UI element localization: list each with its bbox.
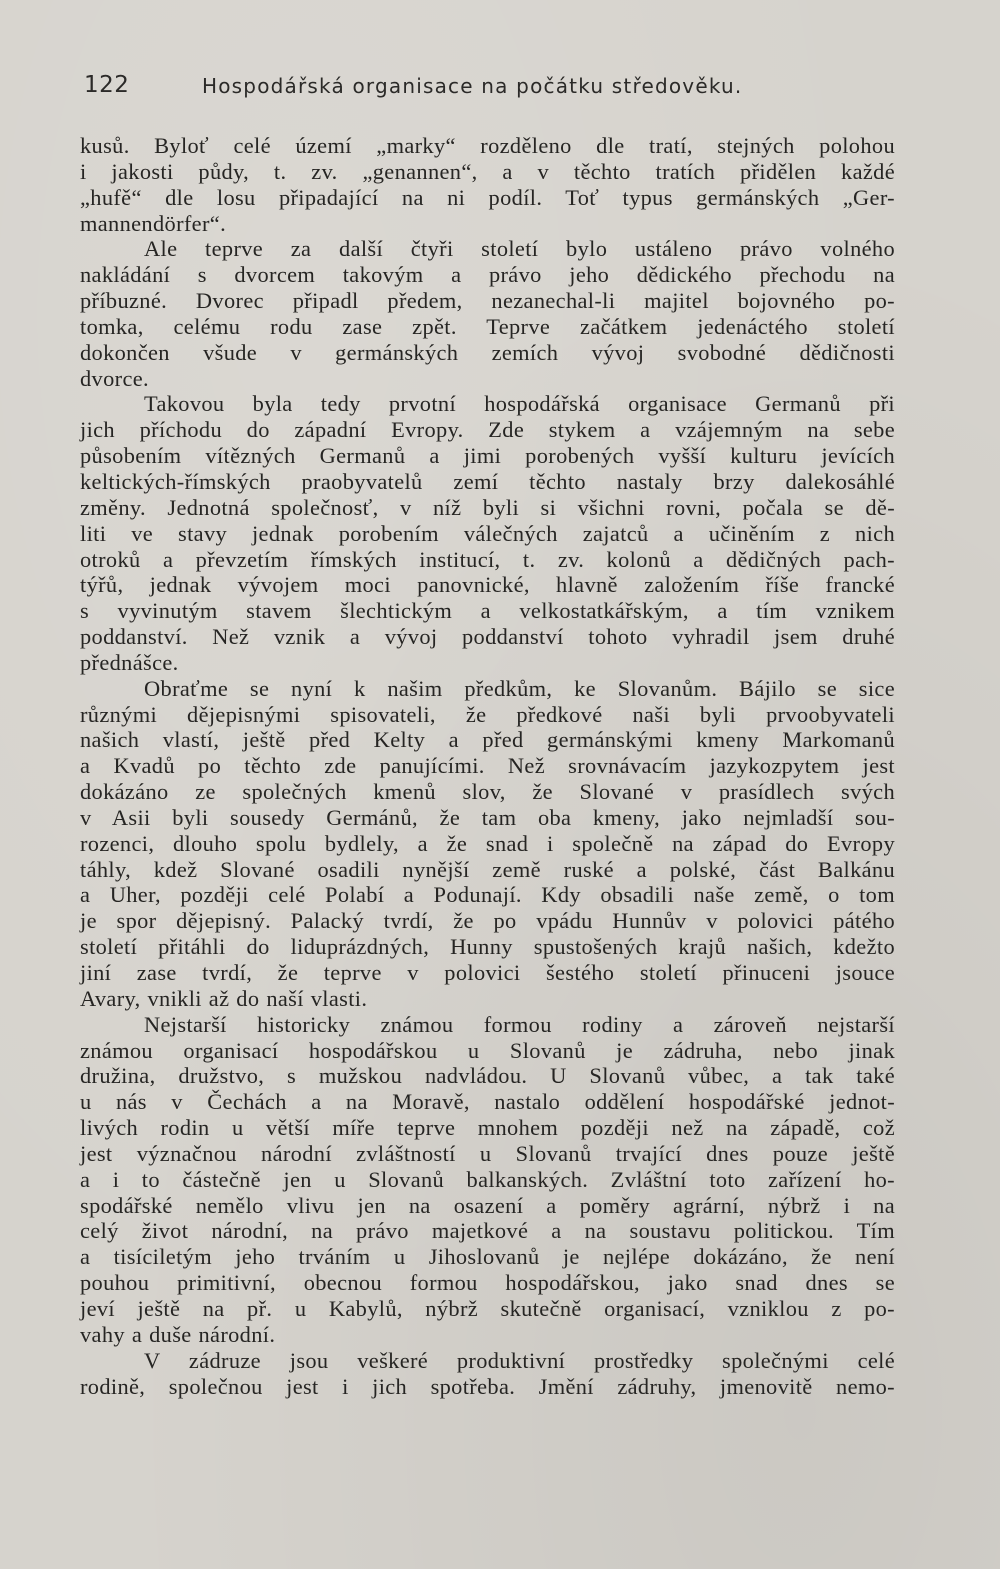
- text-line: jich příchodu do západní Evropy. Zde stykem a vzájemným na sebe: [80, 417, 895, 443]
- text-line: vahy a duše národní.: [80, 1321, 276, 1347]
- text-line: přednášce.: [80, 649, 179, 675]
- text-line: našich vlastí, ještě před Kelty a před germánskými kmeny Markomanů: [80, 727, 895, 753]
- text-line: nakládání s dvorcem takovým a právo jeho dědického přechodu na: [80, 262, 895, 288]
- text-line: V zádruze jsou veškeré produktivní prostředky společnými celé: [144, 1347, 895, 1373]
- text-line: tomka, celému rodu zase zpět. Teprve začátkem jedenáctého století: [80, 313, 895, 339]
- text-line: a tisíciletým jeho trváním u Jihoslovanů je nejlépe dokázáno, že není: [80, 1244, 895, 1270]
- text-line: táhly, kdež Slované osadili nynější země ruské a polské, část Balkánu: [80, 856, 895, 882]
- text-line: a i to částečně jen u Slovanů balkanských. Zvláštní toto zařízení ho-: [80, 1166, 895, 1192]
- text-line: celý život národní, na právo majetkové a na soustavu politickou. Tím: [80, 1218, 895, 1244]
- text-line: Ale teprve za další čtyři století bylo ustáleno právo volného: [144, 236, 895, 262]
- text-line: dokončen všude v germánských zemích vývoj svobodné dědičnosti: [80, 339, 895, 365]
- text-line: rozenci, dlouho spolu bydlely, a že snad i společně na západ do Evropy: [80, 830, 895, 856]
- text-line: Avary, vnikli až do naší vlasti.: [80, 985, 368, 1011]
- text-line: spodářské nemělo vlivu jen na osazení a poměry agrární, nýbrž i na: [80, 1192, 895, 1218]
- text-line: keltických-římských praobyvatelů zemí těchto nastaly brzy dalekosáhlé: [80, 468, 895, 494]
- text-line: týřů, jednak vývojem moci panovnické, hlavně založením říše francké: [80, 572, 895, 598]
- text-line: příbuzné. Dvorec připadl předem, nezanechal-li majitel bojovného po-: [80, 288, 895, 314]
- text-line: změny. Jednotná společnosť, v níž byli si všichni rovni, počala se dě-: [80, 494, 895, 520]
- text-line: jeví ještě na př. u Kabylů, nýbrž skutečně organisací, vzniklou z po-: [80, 1295, 895, 1321]
- text-line: poddanství. Než vznik a vývoj poddanství tohoto vyhradil jsem druhé: [80, 624, 895, 650]
- text-line: i jakosti půdy, t. zv. „genannen“, a v těchto tratích přidělen každé: [80, 158, 895, 184]
- text-line: Takovou byla tedy prvotní hospodářská organisace Germanů při: [144, 391, 895, 417]
- text-line: kusů. Byloť celé území „marky“ rozděleno dle tratí, stejných polohou: [80, 133, 895, 158]
- text-line: jiní zase tvrdí, že teprve v polovici šestého století přinuceni jsouce: [80, 960, 895, 985]
- text-line: století přitáhli do liduprázdných, Hunny spustošených krajů našich, kdežto: [80, 934, 895, 960]
- text-line: známou organisací hospodářskou u Slovanů je zádruha, nebo jinak: [80, 1037, 895, 1063]
- text-line: dvorce.: [80, 365, 149, 391]
- text-line: v Asii byli sousedy Germánů, že tam oba kmeny, jako nejmladší sou-: [80, 804, 895, 830]
- text-line: rodině, společnou jest i jich spotřeba. Jmění zádruhy, jmenovitě nemo-: [80, 1373, 895, 1399]
- text-line: je spor dějepisný. Palacký tvrdí, že po vpádu Hunnův v polovici pátého: [80, 908, 895, 934]
- text-line: s vyvinutým stavem šlechtickým a velkostatkářským, a tím vznikem: [80, 598, 895, 624]
- text-line: u nás v Čechách a na Moravě, nastalo oddělení hospodářské jednot-: [80, 1089, 895, 1115]
- text-line: dokázáno ze společných kmenů slov, že Slované v prasídlech svých: [80, 779, 895, 805]
- body-text: [80, 133, 895, 1399]
- running-head: Hospodářská organisace na počátku středověku.: [202, 74, 743, 98]
- text-line: pouhou primitivní, obecnou formou hospodářskou, jako snad dnes se: [80, 1270, 895, 1296]
- text-line: mannendörfer“.: [80, 210, 227, 236]
- text-line: Obraťme se nyní k našim předkům, ke Slovanům. Bájilo se sice: [144, 675, 895, 701]
- text-line: Nejstarší historicky známou formou rodiny a zároveň nejstarší: [144, 1011, 895, 1037]
- text-line: liti ve stavy jednak porobením válečných zajatců a učiněním z nich: [80, 520, 895, 546]
- text-line: „hufě“ dle losu připadající na ni podíl. Toť typus germánských „Ger-: [80, 184, 895, 210]
- page-header: [84, 72, 904, 104]
- text-line: a Kvadů po těchto zde panujícími. Než srovnávacím jazykozpytem jest: [80, 753, 895, 779]
- text-line: livých rodin u větší míře teprve mnohem později než na západě, což: [80, 1115, 895, 1141]
- text-line: různými dějepisnými spisovateli, že předkové naši byli prvoobyvateli: [80, 701, 895, 727]
- text-line: družina, družstvo, s mužskou nadvládou. U Slovanů vůbec, a tak také: [80, 1063, 895, 1089]
- text-line: otroků a převzetím římských institucí, t. zv. kolonů a dědičných pach-: [80, 546, 895, 572]
- text-line: jest význačnou národní zvláštností u Slovanů trvající dnes pouze ještě: [80, 1140, 895, 1166]
- text-line: působením vítězných Germanů a jimi porobených vyšší kulturu jevících: [80, 443, 895, 469]
- page-number: 122: [84, 72, 130, 98]
- text-line: a Uher, později celé Polabí a Podunají. Kdy obsadili naše země, o tom: [80, 882, 895, 908]
